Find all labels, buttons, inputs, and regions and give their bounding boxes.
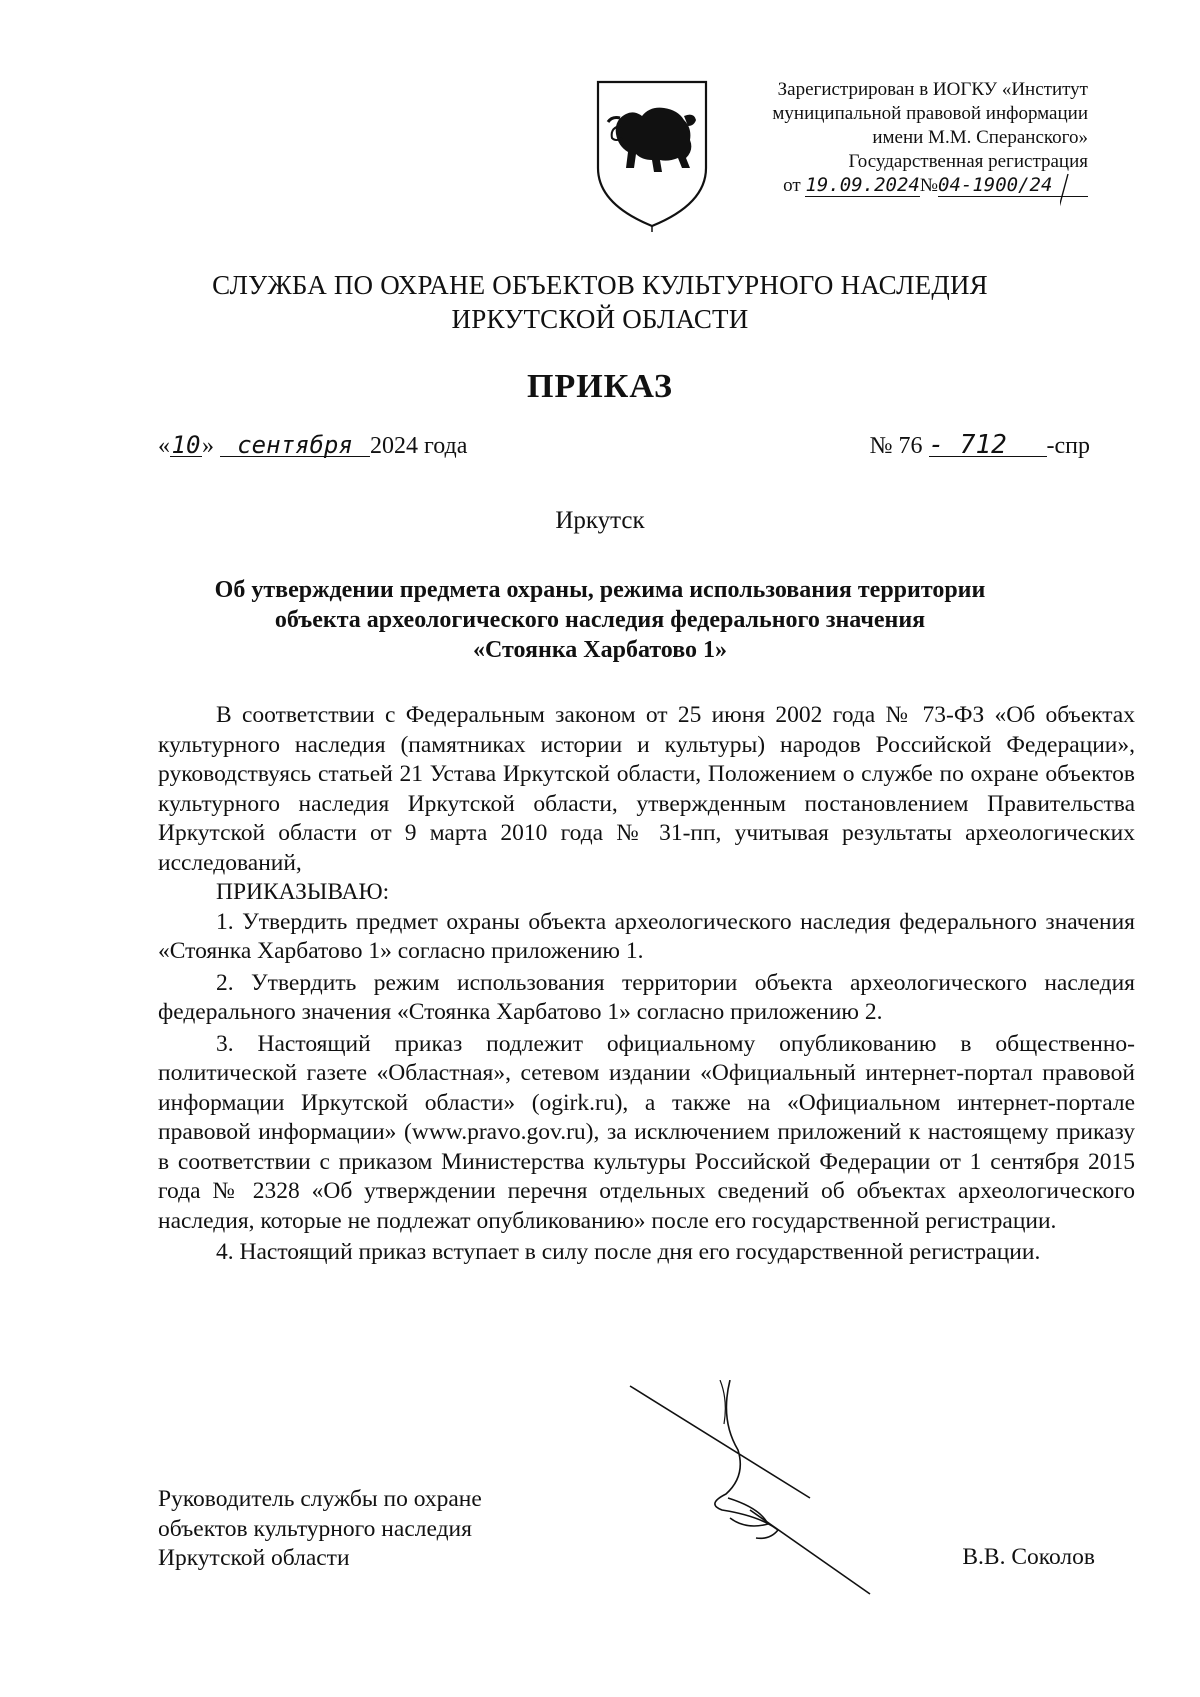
date-close-quote: »: [202, 433, 214, 459]
pen-mark-icon: [1060, 170, 1120, 230]
signatory-name: В.В. Соколов: [962, 1544, 1095, 1570]
registration-line-3: имени М.М. Сперанского»: [872, 127, 1088, 148]
body-item-3: 3. Настоящий приказ подлежит официальному опубликованию в общественно-политической газете «Областная», сетевом издании «Официальный интернет-портал правовой информации Иркутской области» (ogirk.ru), а также на «Официальном интернет-портале правовой информации» (www.pravo.gov.ru), за исключением приложений к настоящему приказу в соответствии с приказом Министерства культуры Российской Федерации от 1 сентября 2015 года № 2328 «Об утверждении перечня отдельных сведений об объектах археологического наследия, которые не подлежат опубликованию» после его государственной регистрации.: [158, 1030, 1135, 1234]
city: Иркутск: [555, 507, 645, 534]
registration-date: 19.09.2024: [805, 174, 920, 196]
body-intro: В соответствии с Федеральным законом от 25 июня 2002 года № 73-ФЗ «Об объектах культурного наследия (памятниках истории и культуры) народов Российской Федерации», руководствуясь статьей 21 Устава Иркутской области, Положением о службе по охране объектов культурного наследия Иркутской области, утвержденным постановлением Правительства Иркутской области от 9 марта 2010 года № 31-пп, учитывая результаты археологических исследований,: [158, 702, 1135, 876]
registration-prefix: от: [783, 175, 801, 196]
document-title-line-3: «Стоянка Харбатово 1»: [472, 637, 728, 663]
registration-line-4: Государственная регистрация: [848, 151, 1088, 172]
signatory-title-line-1: Руководитель службы по охране: [158, 1486, 482, 1512]
date-open-quote: «: [158, 433, 170, 459]
body-item-2: 2. Утвердить режим использования территории объекта археологического наследия федерального значения «Стоянка Харбатово 1» согласно приложению 2.: [158, 969, 1135, 1025]
date-day: 10: [171, 431, 201, 459]
agency-header: [0, 268, 1200, 336]
registration-number-prefix: №: [919, 175, 938, 196]
order-number: [869, 430, 1090, 460]
agency-line-1: СЛУЖБА ПО ОХРАНЕ ОБЪЕКТОВ КУЛЬТУРНОГО НАСЛЕДИЯ: [212, 270, 988, 300]
agency-line-2: ИРКУТСКОЙ ОБЛАСТИ: [451, 304, 749, 334]
registration-line-1: Зарегистрирован в ИОГКУ «Институт: [777, 79, 1088, 100]
body-order-word: ПРИКАЗЫВАЮ:: [216, 879, 390, 905]
date-month: сентября: [220, 434, 370, 457]
registration-date-line: [628, 174, 1088, 198]
document-body: [158, 701, 1135, 1268]
signature-block: [158, 1485, 568, 1574]
registration-number: 04-1900/24: [938, 174, 1088, 197]
document-title-line-2: объекта археологического наследия федерального значения: [274, 607, 926, 633]
order-date: [158, 433, 467, 460]
order-number-suffix: -спр: [1046, 433, 1090, 459]
signatory-title-line-2: объектов культурного наследия: [158, 1515, 472, 1542]
document-title: [150, 575, 1050, 665]
registration-line-2: муниципальной правовой информации: [772, 103, 1088, 124]
body-item-4: 4. Настоящий приказ вступает в силу после дня его государственной регистрации.: [216, 1239, 1041, 1265]
date-year: 2024 года: [370, 433, 468, 459]
order-number-handwritten: - 712: [929, 434, 1047, 457]
document-title-line-1: Об утверждении предмета охраны, режима использования территории: [214, 577, 986, 603]
handwritten-signature: [610, 1380, 880, 1600]
signatory-title-line-3: Иркутской области: [158, 1545, 350, 1571]
order-number-prefix: № 76: [869, 433, 923, 459]
order-title: ПРИКАЗ: [527, 368, 673, 405]
body-item-1: 1. Утвердить предмет охраны объекта археологического наследия федерального значения «Стоянка Харбатово 1» согласно приложению 1.: [158, 908, 1135, 964]
registration-stamp: [628, 78, 1088, 198]
